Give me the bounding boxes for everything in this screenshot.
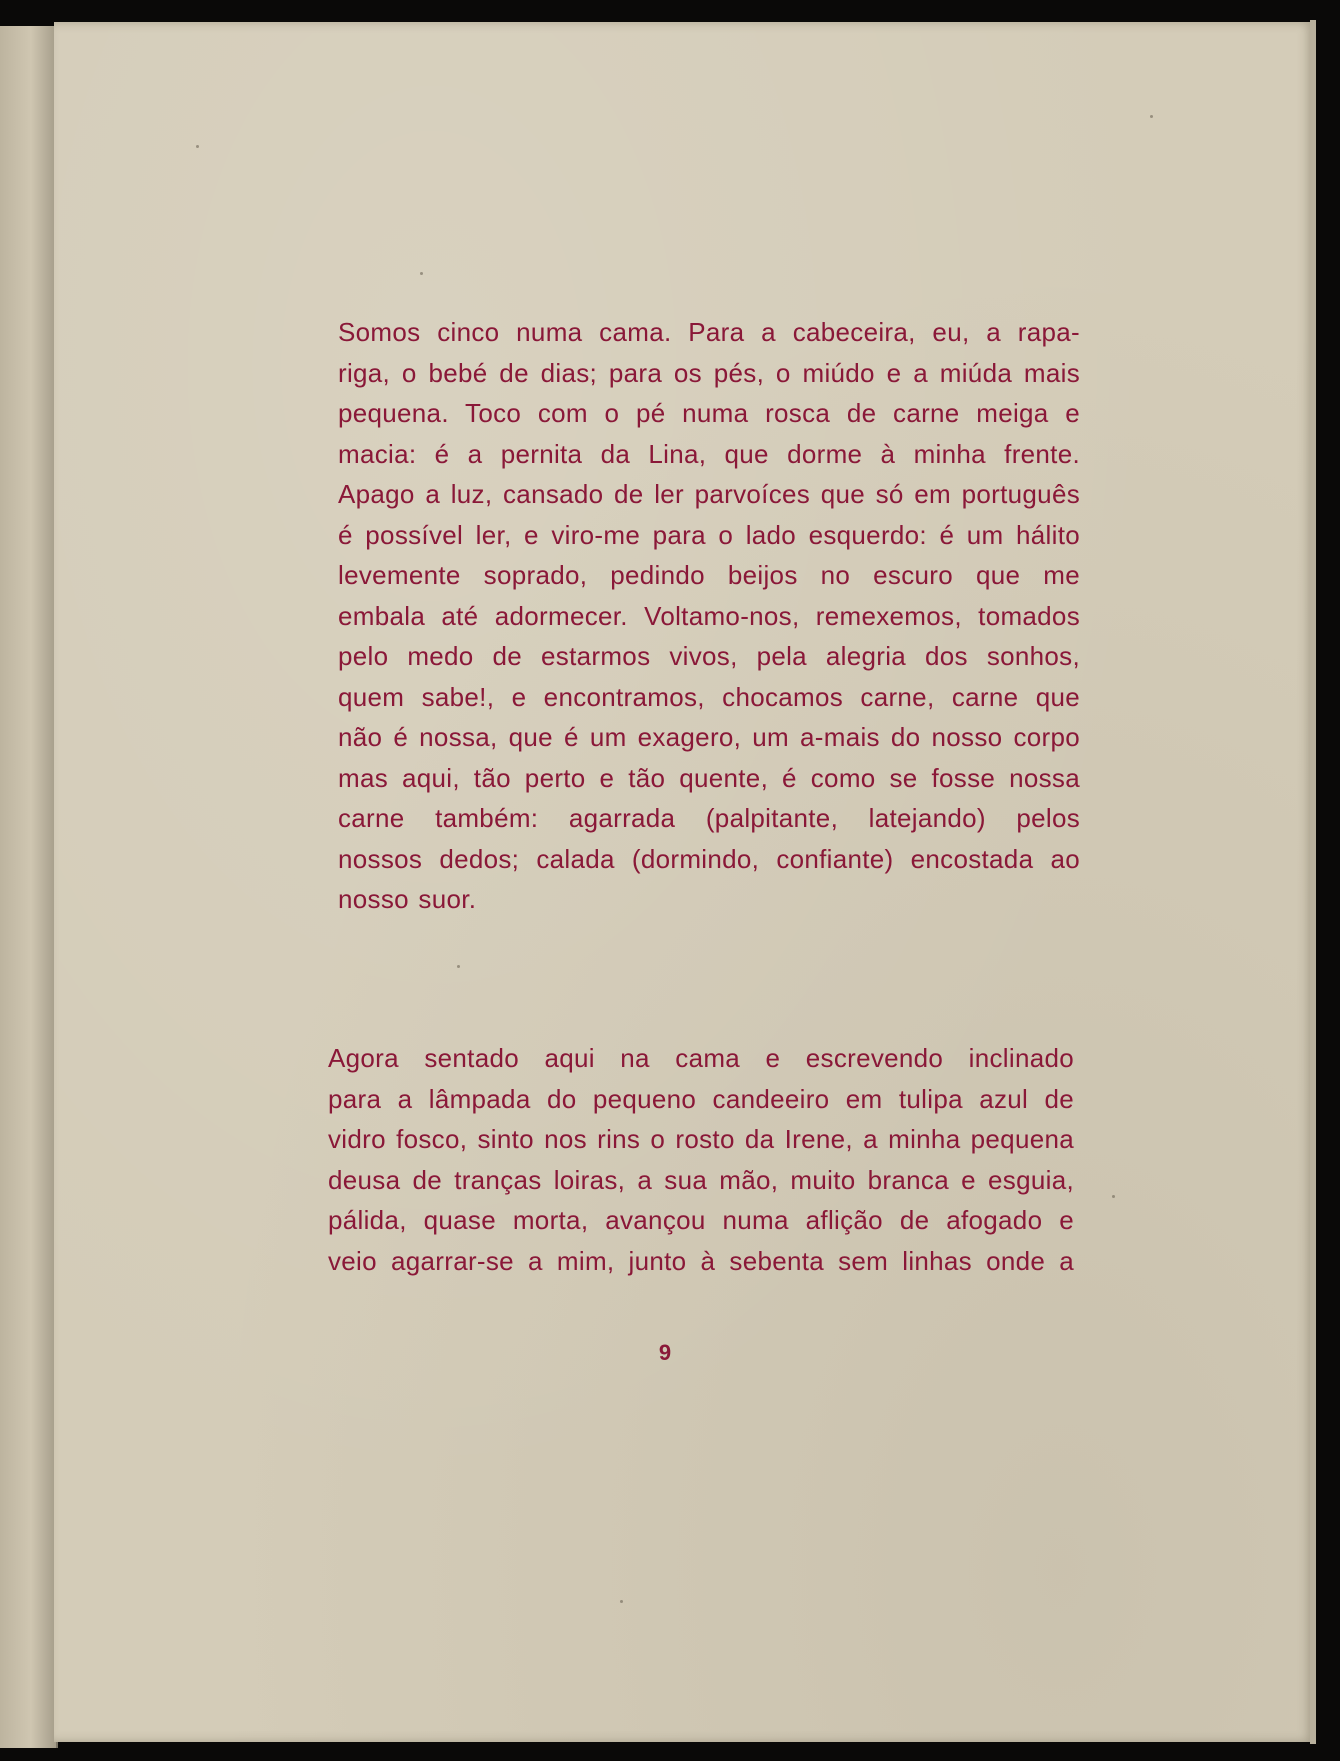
page-right-edge: [1310, 20, 1316, 1744]
text-line: pequena. Toco com o pé numa rosca de carne meiga e: [338, 398, 1080, 428]
text-line: não é nossa, que é um exagero, um a-mais do nosso corpo: [338, 722, 1080, 752]
text-line: riga, o bebé de dias; para os pés, o miúdo e a miúda mais: [338, 357, 1080, 388]
paper-speck: [1150, 115, 1153, 118]
paper-speck: [620, 1600, 623, 1603]
text-line: Somos cinco numa cama. Para a cabeceira, eu, a rapa-: [338, 317, 1080, 347]
text-line: pelo medo de estarmos vivos, pela alegria dos sonhos,: [338, 641, 1080, 671]
paragraph-2: [266, 1038, 1074, 1281]
text-line: Agora sentado aqui na cama e escrevendo inclinado: [328, 1043, 1074, 1073]
paragraph-1: [272, 312, 1080, 920]
text-line: nossos dedos; calada (dormindo, confiante) encostada ao: [338, 843, 1080, 874]
text-line: embala até adormecer. Voltamo-nos, remexemos, tomados: [338, 600, 1080, 631]
text-line: levemente soprado, pedindo beijos no escuro que me: [338, 560, 1080, 590]
text-line: deusa de tranças loiras, a sua mão, muito branca e esguia,: [328, 1164, 1074, 1195]
text-line: carne também: agarrada (palpitante, latejando) pelos: [338, 803, 1080, 833]
paper-speck: [420, 272, 423, 275]
paper-speck: [196, 145, 199, 148]
text-line: mas aqui, tão perto e tão quente, é como se fosse nossa: [338, 762, 1080, 793]
text-line: veio agarrar-se a mim, junto à sebenta sem linhas onde a: [328, 1245, 1074, 1276]
text-line: macia: é a pernita da Lina, que dorme à minha frente.: [338, 438, 1080, 469]
text-line: vidro fosco, sinto nos rins o rosto da Irene, a minha pequena: [328, 1124, 1074, 1154]
binding-edge: [0, 26, 58, 1748]
text-line: pálida, quase morta, avançou numa aflição de afogado e: [328, 1205, 1074, 1235]
text-line: para a lâmpada do pequeno candeeiro em tulipa azul de: [328, 1083, 1074, 1114]
text-line: é possível ler, e viro-me para o lado esquerdo: é um hálito: [338, 519, 1080, 550]
text-line: Apago a luz, cansado de ler parvoíces que só em português: [338, 479, 1080, 509]
paper-speck: [1112, 1195, 1115, 1198]
page-number: 9: [658, 1340, 672, 1365]
text-line: quem sabe!, e encontramos, chocamos carne, carne que: [338, 681, 1080, 712]
paper-speck: [457, 965, 460, 968]
text-line: nosso suor.: [338, 884, 477, 914]
